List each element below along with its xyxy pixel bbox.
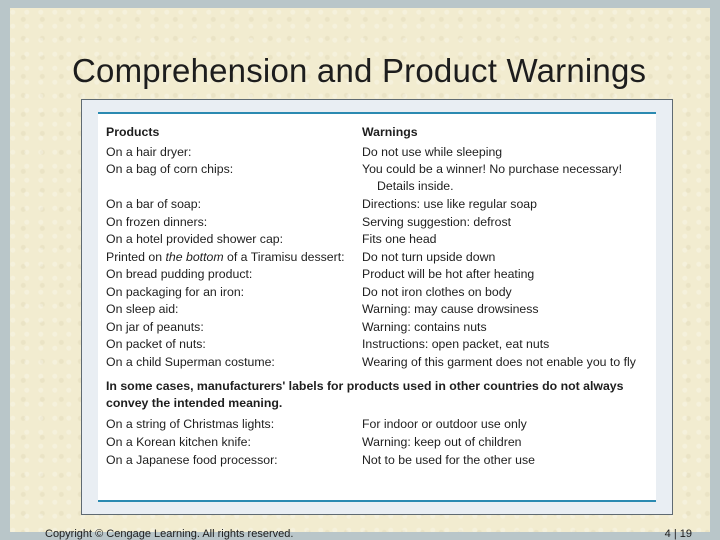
table-row xyxy=(106,196,654,213)
warning-cell: Warning: contains nuts xyxy=(362,320,487,334)
page-number: 4 | 19 xyxy=(664,528,692,540)
warning-cell: Do not use while sleeping xyxy=(362,145,503,159)
table-row xyxy=(106,144,654,161)
product-cell: On sleep aid: xyxy=(106,302,179,316)
warning-cell: Do not iron clothes on body xyxy=(362,285,512,299)
product-cell: On a string of Christmas lights: xyxy=(106,417,275,431)
table-row xyxy=(106,231,654,248)
warning-cell: Not to be used for the other use xyxy=(362,453,535,467)
product-cell: On a Korean kitchen knife: xyxy=(106,435,251,449)
table-row xyxy=(106,301,654,318)
product-cell: On bread pudding product: xyxy=(106,267,253,281)
header-products: Products xyxy=(106,125,160,139)
warning-cell: Serving suggestion: defrost xyxy=(362,215,512,229)
warning-cell: Fits one head xyxy=(362,232,437,246)
product-cell: On a bag of corn chips: xyxy=(106,162,234,176)
warning-cell: Wearing of this garment does not enable you to fly xyxy=(362,355,636,369)
table-header-row xyxy=(106,124,654,141)
table-note: In some cases, manufacturers' labels for products used in other countries do not always convey the intended meaning. xyxy=(106,379,624,410)
product-cell: On packet of nuts: xyxy=(106,337,206,351)
product-cell: On a hair dryer: xyxy=(106,145,192,159)
table-row xyxy=(106,214,654,231)
product-cell: On a bar of soap: xyxy=(106,197,202,211)
product-cell: On frozen dinners: xyxy=(106,215,208,229)
product-cell: On packaging for an iron: xyxy=(106,285,245,299)
warning-cell: Do not turn upside down xyxy=(362,250,496,264)
warning-cell: Warning: keep out of children xyxy=(362,435,522,449)
copyright-footer: Copyright © Cengage Learning. All rights reserved. xyxy=(45,528,294,540)
warning-cell: Instructions: open packet, eat nuts xyxy=(362,337,550,351)
slide xyxy=(10,8,710,540)
table-row xyxy=(106,161,654,178)
product-cell: On jar of peanuts: xyxy=(106,320,204,334)
product-cell: On a Japanese food processor: xyxy=(106,453,278,467)
header-warnings: Warnings xyxy=(362,125,418,139)
table-row xyxy=(106,178,654,195)
product-cell: On a hotel provided shower cap: xyxy=(106,232,284,246)
product-cell: On a child Superman costume: xyxy=(106,355,275,369)
warning-cell: You could be a winner! No purchase necessary! xyxy=(362,162,622,176)
product-cell: Printed on the bottom of a Tiramisu dessert: xyxy=(106,250,345,264)
warning-cell: Product will be hot after heating xyxy=(362,267,535,281)
warning-cell: Details inside. xyxy=(377,179,454,193)
table-row xyxy=(106,266,654,283)
warnings-table xyxy=(98,112,656,502)
table-row xyxy=(106,249,654,266)
warning-cell: For indoor or outdoor use only xyxy=(362,417,527,431)
warnings-table-figure xyxy=(81,99,673,515)
slide-title: Comprehension and Product Warnings xyxy=(72,52,647,89)
warning-cell: Directions: use like regular soap xyxy=(362,197,537,211)
table-row xyxy=(106,434,654,451)
table-row xyxy=(106,319,654,336)
table-row xyxy=(106,416,654,433)
table-row xyxy=(106,452,654,469)
table-row xyxy=(106,336,654,353)
warning-cell: Warning: may cause drowsiness xyxy=(362,302,539,316)
table-row xyxy=(106,354,654,371)
table-row xyxy=(106,284,654,301)
